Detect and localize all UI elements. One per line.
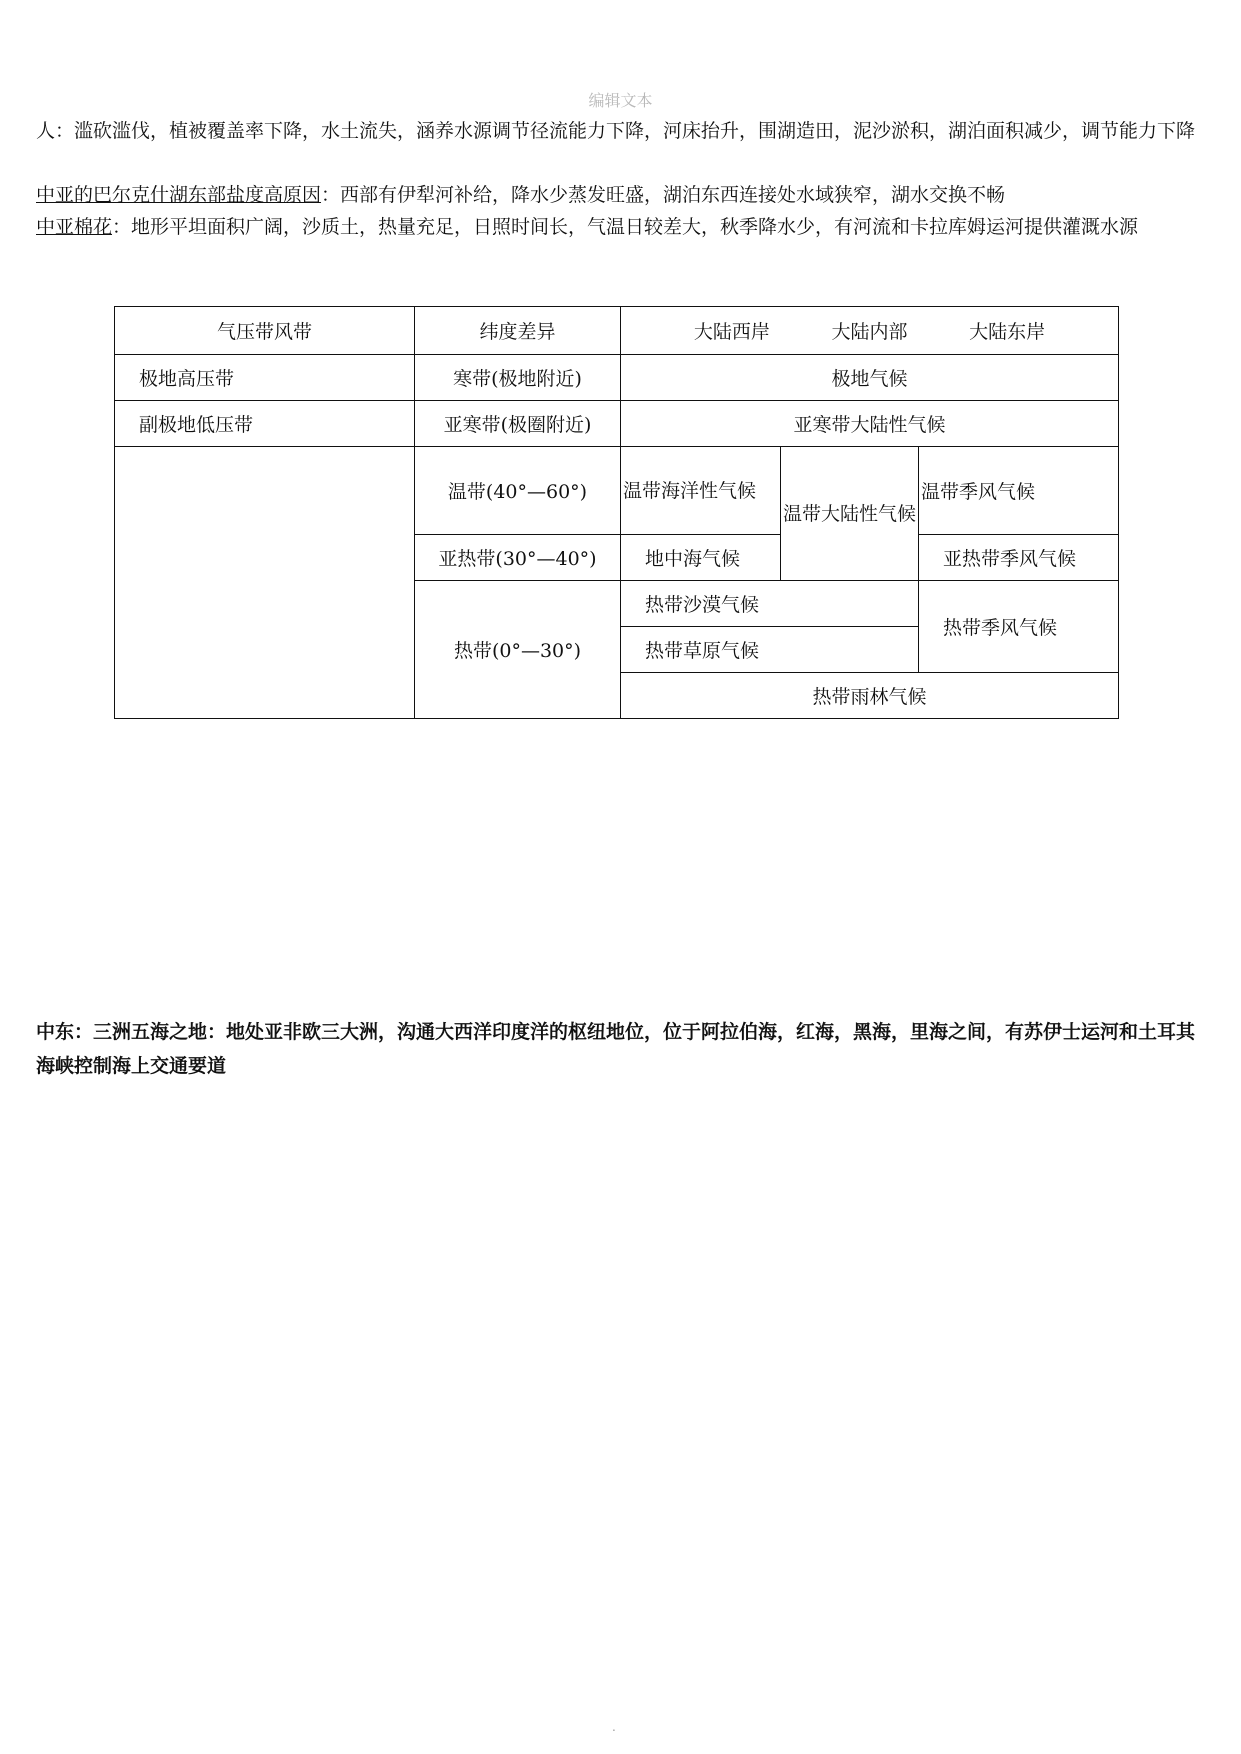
cell-climate-west: 温带海洋性气候 (621, 447, 781, 535)
cell-belt: 副极地低压带 (115, 401, 415, 447)
cell-climate: 极地气候 (621, 355, 1119, 401)
table-row (115, 401, 1119, 447)
cell-latitude: 热带(0°—30°) (415, 581, 621, 719)
separator: ： (112, 216, 132, 238)
cell-climate: 热带草原气候 (621, 627, 919, 673)
page-header: 编辑文本 (588, 91, 653, 110)
cell-climate: 热带季风气候 (919, 581, 1119, 673)
paragraph-cotton (36, 210, 1206, 244)
header-coasts (621, 307, 1119, 355)
cell-latitude: 寒带(极地附近) (415, 355, 621, 401)
cell-latitude: 亚热带(30°—40°) (415, 535, 621, 581)
climate-table (114, 306, 1119, 719)
paragraph-human-causes: 人：滥砍滥伐，植被覆盖率下降，水土流失，涵养水源调节径流能力下降，河床抬升，围湖造田，泥沙淤积，湖泊面积减少，调节能力下降 (36, 120, 1196, 142)
cell-climate: 亚寒带大陆性气候 (621, 401, 1119, 447)
table-row (115, 355, 1119, 401)
term-cotton: 中亚棉花 (36, 216, 113, 238)
header-east-coast: 大陆东岸 (969, 321, 1046, 343)
cell-climate-east: 温带季风气候 (919, 447, 1119, 535)
cell-latitude: 亚寒带(极圈附近) (415, 401, 621, 447)
header-pressure-belt: 气压带风带 (115, 307, 415, 355)
cell-belt: 极地高压带 (115, 355, 415, 401)
paragraph-middle-east: 中东：三洲五海之地：地处亚非欧三大洲，沟通大西洋印度洋的枢纽地位，位于阿拉伯海，红海，黑海，里海之间，有苏伊士运河和土耳其海峡控制海上交通要道 (36, 1021, 1196, 1077)
cell-climate-inland: 温带大陆性气候 (781, 447, 919, 581)
cell-climate-west: 地中海气候 (621, 535, 781, 581)
page-footer-mark: . (612, 1720, 616, 1734)
cell-climate-east: 亚热带季风气候 (919, 535, 1119, 581)
cell-latitude: 温带(40°—60°) (415, 447, 621, 535)
cell-climate: 热带雨林气候 (621, 673, 1119, 719)
table-row (115, 307, 1119, 355)
term-balkhash: 中亚的巴尔克什湖东部盐度高原因 (36, 184, 322, 206)
table-row (115, 447, 1119, 535)
paragraph-balkhash (36, 178, 1206, 212)
cell-climate: 热带沙漠气候 (621, 581, 919, 627)
balkhash-reason: 西部有伊犁河补给，降水少蒸发旺盛，湖泊东西连接处水域狭窄，湖水交换不畅 (340, 184, 1006, 206)
separator: ： (321, 184, 341, 206)
cotton-reason: 地形平坦面积广阔，沙质土，热量充足，日照时间长，气温日较差大，秋季降水少，有河流和卡拉库姆运河提供灌溉水源 (131, 216, 1139, 238)
header-west-coast: 大陆西岸 (693, 321, 770, 343)
header-latitude: 纬度差异 (415, 307, 621, 355)
header-inland: 大陆内部 (831, 321, 908, 343)
cell-belt-empty (115, 447, 415, 719)
